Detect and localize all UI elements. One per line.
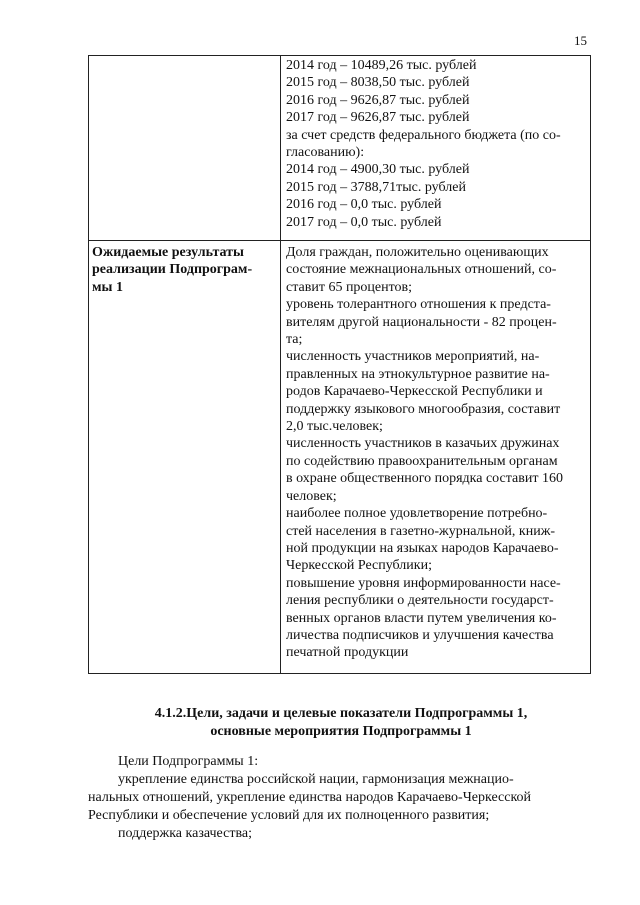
result-line: численность участников мероприятий, на- [286,349,540,365]
result-line: та; [286,332,303,348]
result-line: поддержку языкового многообразия, составит [286,401,561,417]
result-line: по содействию правоохранительным органам [286,453,558,469]
section-heading-line: основные мероприятия Подпрограммы 1 [210,724,472,739]
section-heading-line: 4.1.2.Цели, задачи и целевые показатели Подпрограммы 1, [154,706,528,721]
result-line: повышение уровня информированности насе- [286,575,561,591]
results-label-line: мы 1 [92,279,123,295]
result-line: Черкесской Республики; [286,558,432,574]
page-number: 15 [574,33,587,48]
funding-label-cell [89,56,281,241]
result-line: человек; [286,488,337,504]
funding-line: 2017 год – 0,0 тыс. рублей [286,214,442,230]
funding-line: 2016 год – 0,0 тыс. рублей [286,197,442,213]
result-line: состояние межнациональных отношений, со- [286,262,557,278]
result-line: вителям другой национальности - 82 процен- [286,314,557,330]
result-line: правленных на этнокультурное развитие на- [286,366,550,382]
result-line: ления республики о деятельности государст- [286,593,554,609]
paragraph-line: Республики и обеспечение условий для их полноценного развития; [88,808,490,823]
result-line: уровень толерантного отношения к предста- [286,297,551,313]
section-heading [86,705,596,741]
funding-values-cell [281,56,591,241]
funding-line: 2014 год – 10489,26 тыс. рублей [286,58,477,73]
funding-line: 2015 год – 8038,50 тыс. рублей [286,75,470,91]
results-values-cell [281,241,591,674]
goals-label: Цели Подпрограммы 1: [118,754,259,769]
result-line: 2,0 тыс.человек; [286,419,383,435]
results-label-line: реализации Подпрограм- [92,262,253,278]
result-line: стей населения в газетно-журнальной, книж- [286,523,556,539]
result-line: Доля граждан, положительно оценивающих [286,245,549,260]
paragraph-line: поддержка казачества; [118,826,252,841]
result-line: ставит 65 процентов; [286,279,413,295]
funding-line: 2015 год – 3788,71тыс. рублей [286,179,466,195]
funding-line: 2014 год – 4900,30 тыс. рублей [286,162,470,178]
funding-row [89,56,591,241]
result-line: печатной продукции [286,645,409,661]
result-line: в охране общественного порядка составит 160 [286,471,563,487]
result-line: ной продукции на языках народов Карачаево- [286,540,559,556]
paragraph-line: нальных отношений, укрепление единства народов Карачаево-Черкесской [88,790,532,805]
result-line: венных органов власти путем увеличения ко- [286,610,557,626]
body-text [88,753,596,843]
results-label-line: Ожидаемые результаты [92,245,244,260]
subprogram-passport-table [88,55,591,674]
funding-line: 2016 год – 9626,87 тыс. рублей [286,92,470,108]
result-line: наиболее полное удовлетворение потребно- [286,506,548,522]
funding-line: 2017 год – 9626,87 тыс. рублей [286,110,470,126]
results-row [89,241,591,674]
funding-line: за счет средств федерального бюджета (по со- [286,127,561,143]
result-line: личества подписчиков и улучшения качества [286,627,554,643]
paragraph-line: укрепление единства российской нации, гармонизация межнацио- [118,772,514,787]
result-line: родов Карачаево-Черкесской Республики и [286,384,543,400]
funding-line: гласованию): [286,145,365,161]
result-line: численность участников в казачьих дружинах [286,436,560,452]
results-label-cell [89,241,281,674]
